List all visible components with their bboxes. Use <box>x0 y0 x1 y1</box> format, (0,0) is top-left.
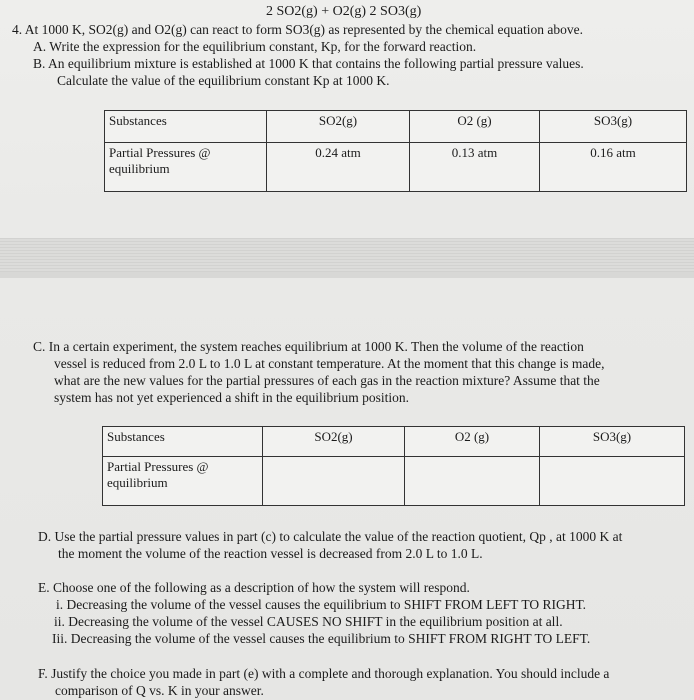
table2-header-substances: Substances <box>103 427 263 457</box>
table2-row-label-line-2: equilibrium <box>107 475 168 490</box>
table2-value-o2 <box>405 457 540 506</box>
table2-header-so3: SO3(g) <box>540 427 685 457</box>
part-d-line-2: the moment the volume of the reaction vessel is decreased from 2.0 L to 1.0 L. <box>58 546 483 561</box>
table1-header-o2: O2 (g) <box>410 111 540 143</box>
partial-pressure-table-equilibrium <box>104 110 687 192</box>
table2-value-so3 <box>540 457 685 506</box>
table2-row-label-line-1: Partial Pressures @ <box>107 459 209 474</box>
part-e-option-i: i. Decreasing the volume of the vessel causes the equilibrium to SHIFT FROM LEFT TO RIGHT. <box>56 597 587 612</box>
part-b-line-1: B. An equilibrium mixture is established at 1000 K that contains the following partial pressure values. <box>33 56 584 71</box>
part-c-line-1: C. In a certain experiment, the system reaches equilibrium at 1000 K. Then the volume of the reaction <box>33 339 584 354</box>
table1-row-label-line-2: equilibrium <box>109 161 170 176</box>
table2-value-so2 <box>263 457 405 506</box>
table2-header-so2: SO2(g) <box>263 427 405 457</box>
question-4-intro: 4. At 1000 K, SO2(g) and O2(g) can react to form SO3(g) as represented by the chemical equation above. <box>12 22 583 37</box>
table1-row-label-line-1: Partial Pressures @ <box>109 145 211 160</box>
table1-header-so2: SO2(g) <box>267 111 410 143</box>
part-f-line-2: comparison of Q vs. K in your answer. <box>55 683 264 698</box>
page-fold-shadow <box>0 238 694 272</box>
part-e-intro: E. Choose one of the following as a description of how the system will respond. <box>38 580 470 595</box>
partial-pressure-table-new <box>102 426 685 506</box>
part-d-line-1: D. Use the partial pressure values in part (c) to calculate the value of the reaction quotient, Qp , at 1000 K at <box>38 529 623 544</box>
part-e-option-iii: Iii. Decreasing the volume of the vessel causes the equilibrium to SHIFT FROM RIGHT TO LEFT. <box>52 631 591 646</box>
page-fold-edge <box>0 272 694 278</box>
part-c-line-2: vessel is reduced from 2.0 L to 1.0 L at constant temperature. At the moment that this change is made, <box>54 356 605 371</box>
table1-header-so3: SO3(g) <box>540 111 687 143</box>
part-f-line-1: F. Justify the choice you made in part (e) with a complete and thorough explanation. You should include a <box>38 666 610 681</box>
table2-row-label <box>103 457 263 506</box>
part-b-line-2: Calculate the value of the equilibrium constant Kp at 1000 K. <box>57 73 390 88</box>
table1-header-substances: Substances <box>105 111 267 143</box>
table1-value-so3: 0.16 atm <box>540 143 687 192</box>
reaction-equation: 2 SO2(g) + O2(g) 2 SO3(g) <box>266 4 422 19</box>
table1-value-o2: 0.13 atm <box>410 143 540 192</box>
part-c-line-3: what are the new values for the partial pressures of each gas in the reaction mixture? Assume that the <box>54 373 600 388</box>
part-c-line-4: system has not yet experienced a shift in the equilibrium position. <box>54 390 410 405</box>
table2-header-o2: O2 (g) <box>405 427 540 457</box>
table1-row-label <box>105 143 267 192</box>
part-e-option-ii: ii. Decreasing the volume of the vessel CAUSES NO SHIFT in the equilibrium position at all. <box>54 614 563 629</box>
part-a-text: A. Write the expression for the equilibrium constant, Kp, for the forward reaction. <box>33 39 477 54</box>
table1-value-so2: 0.24 atm <box>267 143 410 192</box>
